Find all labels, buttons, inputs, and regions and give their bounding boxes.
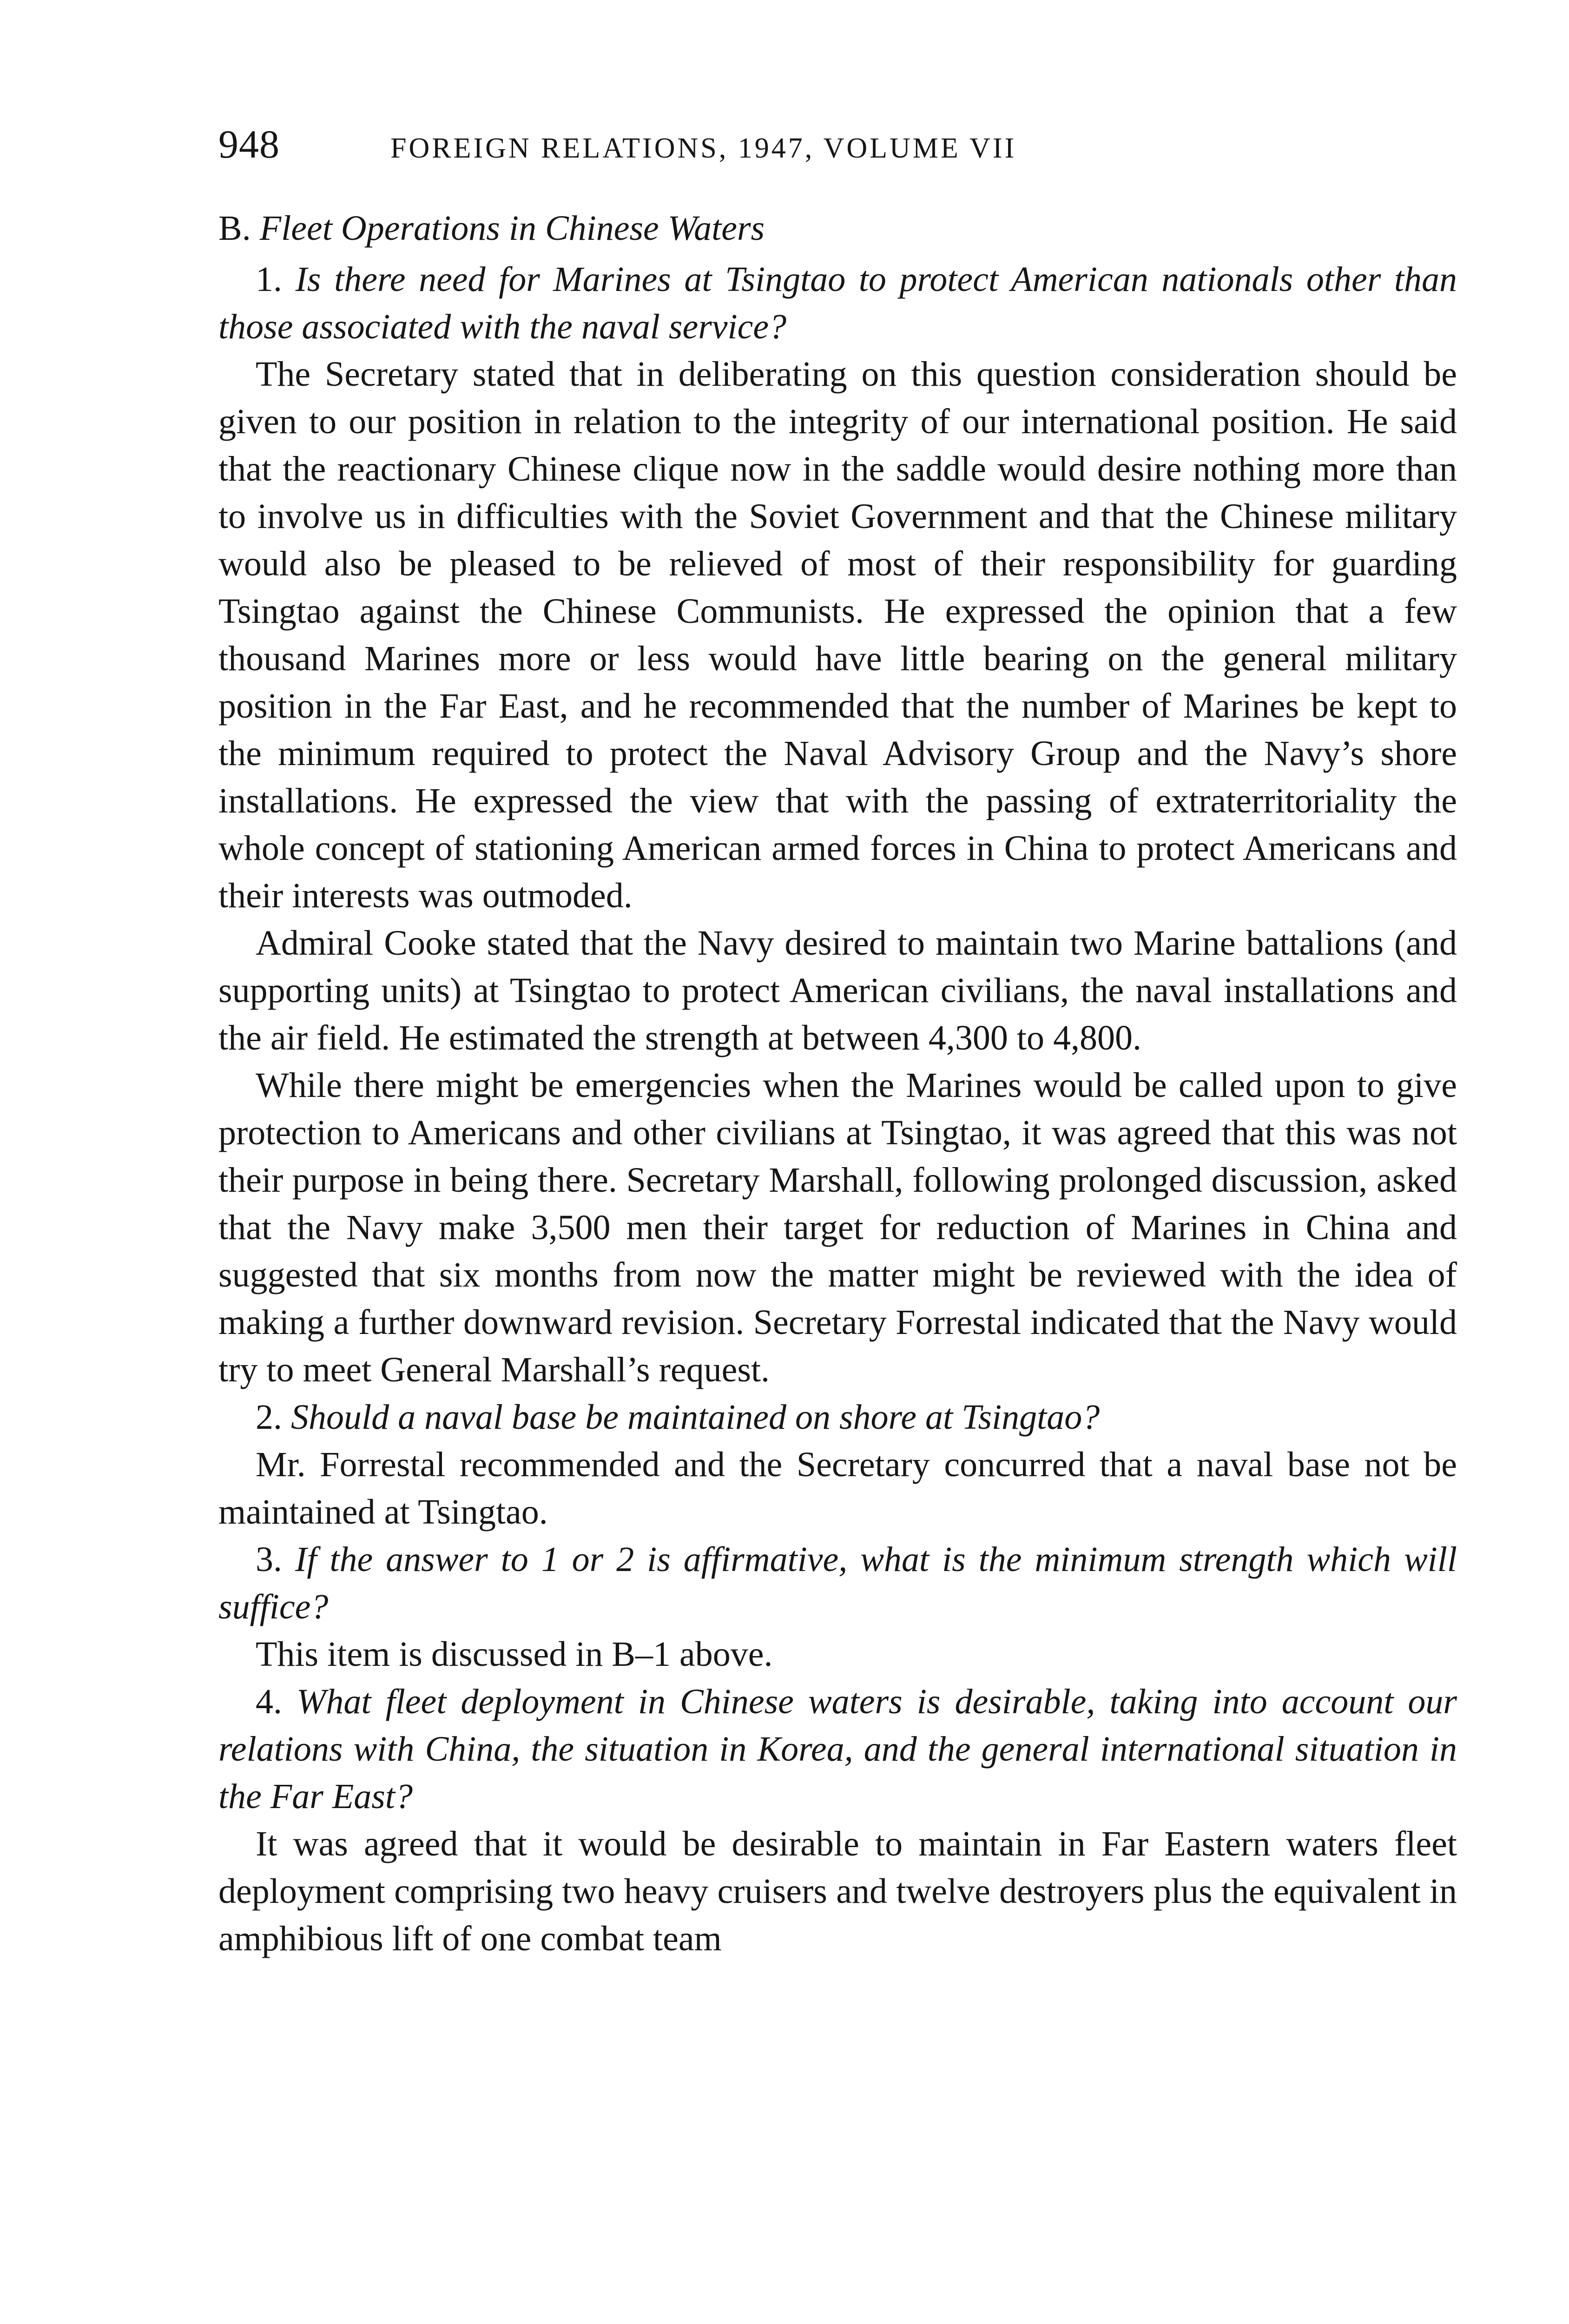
question-number: 2. bbox=[256, 1398, 282, 1437]
question-text: What fleet deployment in Chinese waters is desirable, taking into account our relations with China, the situation in Korea, and the general international situation in the Far East? bbox=[218, 1682, 1457, 1816]
section-heading bbox=[218, 205, 1457, 252]
paragraph: This item is discussed in B–1 above. bbox=[256, 1635, 773, 1674]
running-title: FOREIGN RELATIONS, 1947, VOLUME VII bbox=[390, 132, 1017, 164]
section-title: Fleet Operations in Chinese Waters bbox=[259, 209, 765, 248]
document-page bbox=[218, 121, 1457, 1962]
paragraph: The Secretary stated that in deliberating on this question consideration should be given to our position in relation to the integrity of our international position. He said that the reactionary Chinese clique now in the saddle would desire nothing more than to involve us in difficulties with the Soviet Government and that the Chinese military would also be pleased to be relieved of most of their responsibility for guarding Tsingtao against the Chinese Communists. He expressed the opinion that a few thousand Marines more or less would have little bearing on the general military position in the Far East, and he recommended that the number of Marines be kept to the minimum required to protect the Naval Advisory Group and the Navy’s shore installations. He expressed the view that with the passing of extraterritoriality the whole concept of stationing American armed forces in China to protect Americans and their interests was outmoded. bbox=[218, 355, 1457, 915]
section-label: B. bbox=[218, 209, 251, 248]
page-number: 948 bbox=[218, 122, 280, 166]
question-text: If the answer to 1 or 2 is affirmative, what is the minimum strength which will suffice? bbox=[218, 1540, 1457, 1626]
paragraph: It was agreed that it would be desirable to maintain in Far Eastern waters fleet deployment comprising two heavy cruisers and twelve destroyers plus the equivalent in amphibious lift of one combat team bbox=[218, 1824, 1457, 1958]
question-number: 3. bbox=[256, 1540, 282, 1579]
paragraph: While there might be emergencies when the Marines would be called upon to give protection to Americans and other civilians at Tsingtao, it was agreed that this was not their purpose in being there. Secretary Marshall, following prolonged discussion, asked that the Navy make 3,500 men their target for reduction of Marines in China and suggested that six months from now the matter might be reviewed with the idea of making a further downward revision. Secretary Forrestal indicated that the Navy would try to meet General Marshall’s request. bbox=[218, 1066, 1457, 1389]
question-number: 1. bbox=[256, 260, 282, 299]
question-4 bbox=[218, 1678, 1457, 1820]
running-header bbox=[218, 121, 1457, 179]
paragraph: Mr. Forrestal recommended and the Secretary concurred that a naval base not be maintained at Tsingtao. bbox=[218, 1445, 1457, 1532]
paragraph: Admiral Cooke stated that the Navy desired to maintain two Marine battalions (and supporting units) at Tsingtao to protect American civilians, the naval installations and the air field. He estimated the strength at between 4,300 to 4,800. bbox=[218, 924, 1457, 1057]
question-3 bbox=[218, 1536, 1457, 1631]
question-2 bbox=[218, 1393, 1457, 1441]
question-text: Is there need for Marines at Tsingtao to protect American nationals other than those associated with the naval service? bbox=[218, 260, 1457, 346]
question-number: 4. bbox=[256, 1682, 282, 1721]
question-text: Should a naval base be maintained on shore at Tsingtao? bbox=[291, 1398, 1100, 1437]
question-1 bbox=[218, 256, 1457, 350]
